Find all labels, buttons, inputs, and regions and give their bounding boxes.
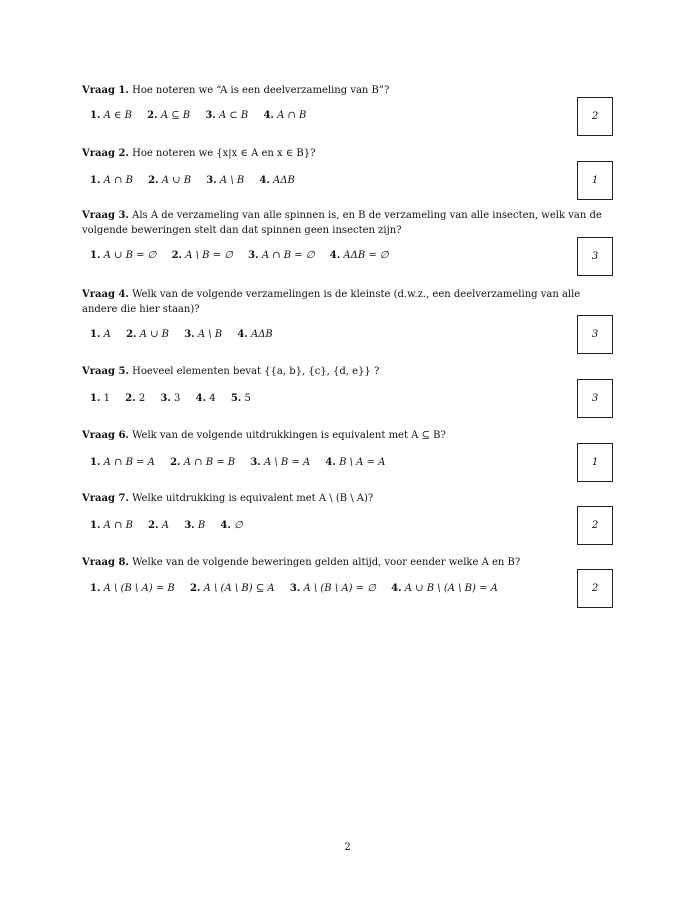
option-2[interactable]: 2. A \ B = ∅ [171,250,233,261]
question-text: Welke van de volgende beweringen gelden altijd, voor eender welke A en B? [132,557,521,568]
option-3[interactable]: 3. 3 [160,393,181,404]
option-4[interactable]: 4. B \ A = A [325,457,386,468]
question-text: Welk van de volgende verzamelingen is de kleinste (d.w.z., een deelverzameling van alle andere die hier staan)? [82,289,581,315]
question-label: Vraag 8. [82,557,129,568]
answer-options [90,456,397,470]
question-label: Vraag 4. [82,289,129,300]
option-2[interactable]: 2. A \ (A \ B) ⊆ A [189,583,275,594]
option-3[interactable]: 3. A \ (B \ A) = ∅ [289,583,376,594]
option-4[interactable]: 4. ∅ [220,520,243,531]
option-2[interactable]: 2. A ∪ B [126,329,170,340]
answer-box[interactable]: 2 [577,569,613,608]
option-3[interactable]: 3. B [184,520,206,531]
answer-options [90,328,285,342]
question-8 [82,555,614,594]
option-3[interactable]: 3. A \ B = A [250,457,311,468]
option-4[interactable]: 4. AΔB [259,175,295,186]
option-5[interactable]: 5. 5 [230,393,251,404]
option-1[interactable]: 1. A ∩ B = A [90,457,155,468]
question-7 [82,491,614,531]
option-3[interactable]: 3. A \ B [184,329,223,340]
option-2[interactable]: 2. 2 [125,393,146,404]
question-text: Welke uitdrukking is equivalent met A \ (B \ A)? [132,493,374,504]
option-4[interactable]: 4. 4 [195,393,216,404]
question-label: Vraag 7. [82,493,129,504]
question-label: Vraag 6. [82,430,129,441]
option-4[interactable]: 4. A ∩ B [263,110,307,121]
answer-options [90,249,401,263]
option-1[interactable]: 1. A \ (B \ A) = B [90,583,175,594]
option-3[interactable]: 3. A ⊂ B [205,110,249,121]
page-number: 2 [344,842,351,853]
option-2[interactable]: 2. A ∪ B [148,175,192,186]
option-1[interactable]: 1. A ∩ B [90,175,133,186]
question-5 [82,364,614,404]
question-text: Hoe noteren we {x|x ∈ A en x ∈ B}? [132,148,316,159]
question-label: Vraag 5. [82,366,129,377]
option-1[interactable]: 1. A ∈ B [90,110,132,121]
question-3 [82,208,614,262]
answer-box[interactable]: 3 [577,315,613,354]
answer-options [90,109,318,123]
option-1[interactable]: 1. A ∪ B = ∅ [90,250,157,261]
question-label: Vraag 2. [82,148,129,159]
answer-options [90,174,307,188]
answer-box[interactable]: 3 [577,237,613,276]
option-1[interactable]: 1. A [90,329,111,340]
answer-options [90,582,510,596]
question-text: Hoe noteren we “A is een deelverzameling van B”? [132,85,390,96]
option-3[interactable]: 3. A \ B [206,175,245,186]
answer-options [90,519,255,533]
option-2[interactable]: 2. A ∩ B = B [170,457,236,468]
question-text: Als A de verzameling van alle spinnen is, en B de verzameling van alle insecten, welk van de volgende beweringen stelt dan dat spinnen geen insecten zijn? [82,210,602,236]
answer-box[interactable]: 1 [577,161,613,200]
question-6 [82,428,614,468]
option-1[interactable]: 1. 1 [90,393,111,404]
question-label: Vraag 1. [82,85,129,96]
answer-options [90,392,263,406]
option-2[interactable]: 2. A ⊆ B [147,110,191,121]
answer-box[interactable]: 2 [577,97,613,136]
question-text: Welk van de volgende uitdrukkingen is equivalent met A ⊆ B? [132,430,446,441]
option-4[interactable]: 4. AΔB [237,329,273,340]
question-text: Hoeveel elementen bevat {{a, b}, {c}, {d, e}} ? [132,366,380,377]
question-4 [82,287,614,340]
question-1 [82,83,614,122]
question-label: Vraag 3. [82,210,129,221]
option-4[interactable]: 4. A ∪ B \ (A \ B) = A [391,583,498,594]
question-2 [82,146,614,186]
option-3[interactable]: 3. A ∩ B = ∅ [248,250,315,261]
option-2[interactable]: 2. A [148,520,170,531]
answer-box[interactable]: 1 [577,443,613,482]
answer-box[interactable]: 3 [577,379,613,418]
answer-box[interactable]: 2 [577,506,613,545]
option-1[interactable]: 1. A ∩ B [90,520,133,531]
option-4[interactable]: 4. AΔB = ∅ [329,250,389,261]
